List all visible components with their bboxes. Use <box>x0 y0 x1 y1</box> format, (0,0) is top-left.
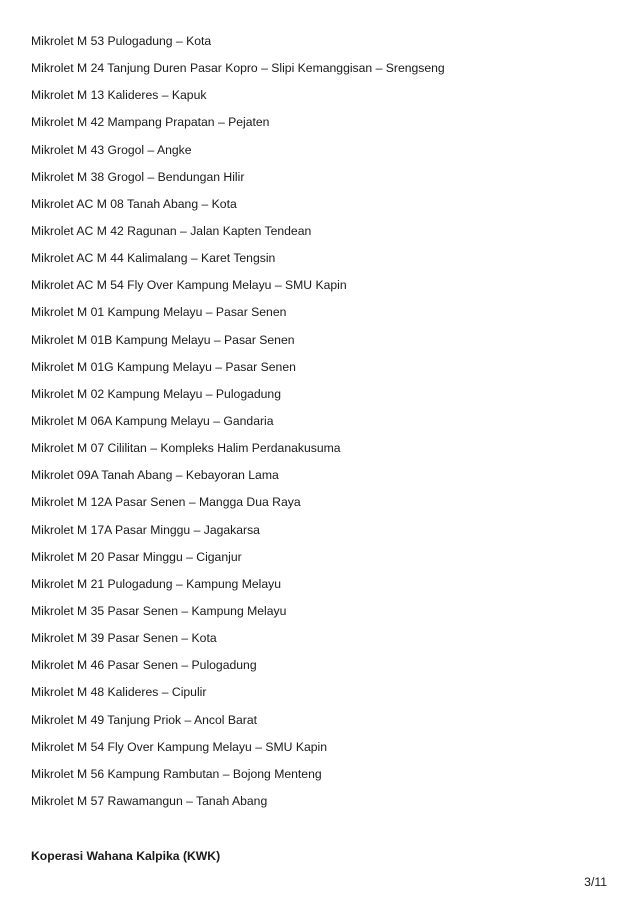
route-item: Mikrolet M 39 Pasar Senen – Kota <box>31 631 217 646</box>
route-item: Mikrolet M 54 Fly Over Kampung Melayu – SMU Kapin <box>31 739 327 754</box>
route-item: Mikrolet M 01 Kampung Melayu – Pasar Senen <box>31 305 287 320</box>
route-item: Mikrolet AC M 54 Fly Over Kampung Melayu – SMU Kapin <box>31 278 347 293</box>
route-item: Mikrolet M 46 Pasar Senen – Pulogadung <box>31 658 257 673</box>
page-number: 3/11 <box>584 875 607 889</box>
route-item: Mikrolet M 57 Rawamangun – Tanah Abang <box>31 793 268 808</box>
route-item: Mikrolet M 17A Pasar Minggu – Jagakarsa <box>31 522 260 537</box>
route-item: Mikrolet 09A Tanah Abang – Kebayoran Lama <box>31 468 279 483</box>
route-item: Mikrolet AC M 42 Ragunan – Jalan Kapten Tendean <box>31 223 312 238</box>
route-item: Mikrolet M 06A Kampung Melayu – Gandaria <box>31 413 274 428</box>
route-item: Mikrolet M 38 Grogol – Bendungan Hilir <box>31 169 245 184</box>
route-item: Mikrolet M 02 Kampung Melayu – Pulogadung <box>31 386 281 401</box>
route-item: Mikrolet AC M 44 Kalimalang – Karet Tengsin <box>31 251 276 266</box>
route-item: Mikrolet M 42 Mampang Prapatan – Pejaten <box>31 115 270 130</box>
route-item: Mikrolet M 48 Kalideres – Cipulir <box>31 685 207 700</box>
route-item: Mikrolet M 24 Tanjung Duren Pasar Kopro – Slipi Kemanggisan – Srengseng <box>31 61 445 76</box>
route-item: Mikrolet M 13 Kalideres – Kapuk <box>31 88 207 103</box>
route-item: Mikrolet M 56 Kampung Rambutan – Bojong Menteng <box>31 766 322 781</box>
route-item: Mikrolet AC M 08 Tanah Abang – Kota <box>31 196 237 211</box>
route-item: Mikrolet M 01B Kampung Melayu – Pasar Senen <box>31 332 295 347</box>
route-item: Mikrolet M 21 Pulogadung – Kampung Melayu <box>31 576 281 591</box>
section-heading: Koperasi Wahana Kalpika (KWK) <box>31 849 221 863</box>
route-item: Mikrolet M 07 Cililitan – Kompleks Halim Perdanakusuma <box>31 441 341 456</box>
route-list <box>31 33 445 820</box>
route-item: Mikrolet M 01G Kampung Melayu – Pasar Senen <box>31 359 296 374</box>
route-item: Mikrolet M 53 Pulogadung – Kota <box>31 34 212 48</box>
route-item: Mikrolet M 43 Grogol – Angke <box>31 142 192 157</box>
route-item: Mikrolet M 35 Pasar Senen – Kampung Melayu <box>31 603 287 618</box>
route-item: Mikrolet M 49 Tanjung Priok – Ancol Barat <box>31 712 258 727</box>
route-item: Mikrolet M 12A Pasar Senen – Mangga Dua Raya <box>31 495 301 510</box>
route-item: Mikrolet M 20 Pasar Minggu – Ciganjur <box>31 549 242 564</box>
